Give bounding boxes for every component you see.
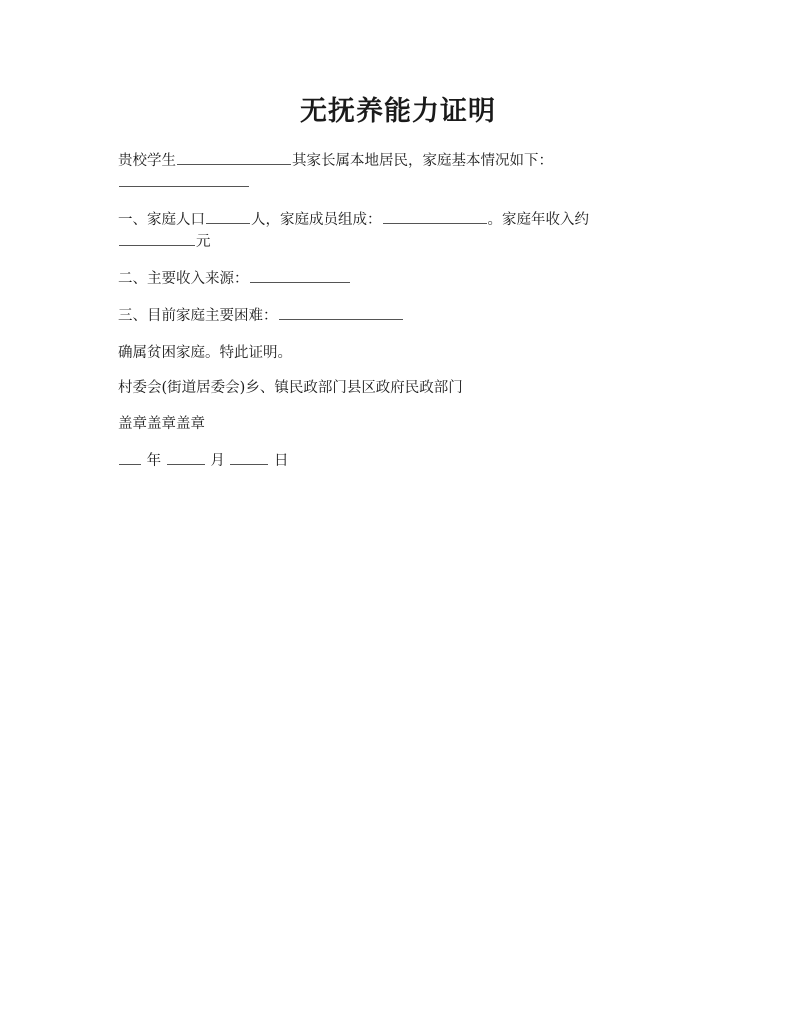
day-blank[interactable] [230,450,268,465]
family-members-blank[interactable] [383,209,487,224]
date-year-label: 年 [146,453,162,469]
family-size-blank[interactable] [206,209,250,224]
item1-text-c: 。家庭年收入约 [487,212,589,228]
intro-text-b: 其家长属本地居民，家庭基本情况如下： [292,153,553,169]
document-title: 无抚养能力证明 [300,96,496,127]
item1-text-b: 人，家庭成员组成： [251,212,382,228]
date-day-label: 日 [274,453,289,469]
authorities-line: 村委会(街道居委会)乡、镇民政部门县区政府民政部门 [118,380,463,396]
main-difficulty-blank[interactable] [279,305,403,320]
item3-text: 三、目前家庭主要困难： [118,308,278,324]
date-line [118,450,289,472]
item1-text-a: 一、家庭人口 [118,212,205,228]
confirm-line: 确属贫困家庭。特此证明。 [118,345,292,361]
annual-income-blank[interactable] [119,231,195,246]
date-month-label: 月 [210,453,225,469]
item2-text: 二、主要收入来源： [118,271,249,287]
month-blank[interactable] [167,450,205,465]
student-name-blank[interactable] [177,150,291,165]
year-blank[interactable] [119,450,141,465]
intro-line [118,150,553,172]
stamps-line: 盖章盖章盖章 [118,416,205,432]
item1-text-d: 元 [196,234,211,250]
family-situation-blank[interactable] [119,172,249,187]
intro-continuation-line [118,172,250,194]
item3-line [118,305,404,327]
item1-continuation-line [118,231,211,253]
intro-text-a: 贵校学生 [118,153,176,169]
item2-line [118,268,351,290]
income-source-blank[interactable] [250,268,350,283]
item1-line [118,209,589,231]
